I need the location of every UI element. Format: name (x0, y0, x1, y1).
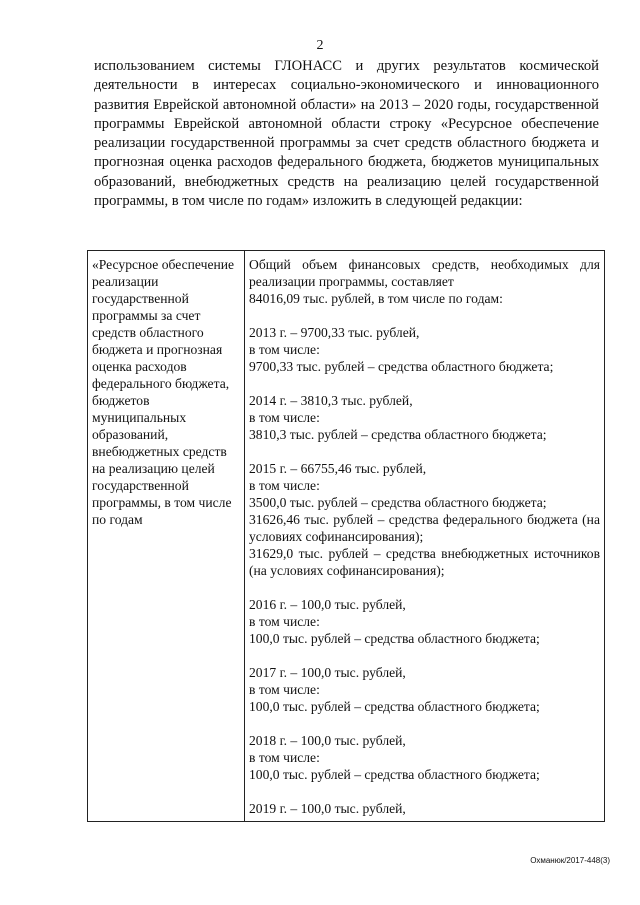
year-2015-extrabudgetary: 31629,0 тыс. рублей – средства внебюджетных источников (на условиях софинансирования); (249, 546, 600, 578)
year-2018-incl: в том числе: (249, 750, 320, 765)
spacer (249, 647, 600, 664)
year-2016-total: 2016 г. – 100,0 тыс. рублей, (249, 597, 406, 612)
year-2017-incl: в том числе: (249, 682, 320, 697)
page-number: 2 (316, 38, 324, 53)
year-2017-total: 2017 г. – 100,0 тыс. рублей, (249, 665, 406, 680)
year-2018-regional: 100,0 тыс. рублей – средства областного бюджета; (249, 767, 540, 782)
year-2017-regional: 100,0 тыс. рублей – средства областного бюджета; (249, 699, 540, 714)
intro-paragraph: использованием системы ГЛОНАСС и других результатов космической деятельности в интересах социально-экономического и инновационного развития Еврейской автономной области» на 2013 – 2020 годы, государственной программы Еврейской автономной области строку «Ресурсное обеспечение реализации государственной программы за счет средств областного бюджета и прогнозная оценка расходов федерального бюджета, бюджетов муниципальных образований, внебюджетных средств на реализацию целей государственной программы, в том числе по годам» изложить в следующей редакции: (94, 58, 599, 210)
year-2014-regional: 3810,3 тыс. рублей – средства областного бюджета; (249, 427, 547, 442)
spacer (249, 783, 600, 800)
year-2013-incl: в том числе: (249, 342, 320, 357)
total-amount: 84016,09 тыс. рублей, в том числе по годам: (249, 291, 503, 306)
year-2015-total: 2015 г. – 66755,46 тыс. рублей, (249, 461, 427, 476)
year-2013-total: 2013 г. – 9700,33 тыс. рублей, (249, 325, 420, 340)
year-2014-total: 2014 г. – 3810,3 тыс. рублей, (249, 393, 413, 408)
document-footer-code: Охманюк/2017-448(3) (530, 856, 610, 865)
funding-details-cell (245, 251, 605, 822)
year-2015-federal: 31626,46 тыс. рублей – средства федерального бюджета (на условиях софинансирования); (249, 512, 600, 544)
spacer (249, 307, 600, 324)
table-row (88, 251, 605, 822)
spacer (249, 579, 600, 596)
total-text: Общий объем финансовых средств, необходимых для реализации программы, составляет (249, 257, 600, 289)
year-2016-incl: в том числе: (249, 614, 320, 629)
year-2015-regional: 3500,0 тыс. рублей – средства областного бюджета; (249, 495, 547, 510)
spacer (249, 443, 600, 460)
year-2013-regional: 9700,33 тыс. рублей – средства областного бюджета; (249, 359, 554, 374)
year-2019-total: 2019 г. – 100,0 тыс. рублей, (249, 801, 406, 816)
year-2016-regional: 100,0 тыс. рублей – средства областного бюджета; (249, 631, 540, 646)
row-header-cell: «Ресурсное обеспечение реализации государственной программы за счет средств областного бюджета и прогнозная оценка расходов федерального бюджета, бюджетов муниципальных образований, внебюджетных средств на реализацию целей государственной программы, в том числе по годам (88, 251, 245, 822)
spacer (249, 715, 600, 732)
spacer (249, 375, 600, 392)
year-2015-incl: в том числе: (249, 478, 320, 493)
resource-table (87, 250, 605, 822)
year-2018-total: 2018 г. – 100,0 тыс. рублей, (249, 733, 406, 748)
year-2014-incl: в том числе: (249, 410, 320, 425)
